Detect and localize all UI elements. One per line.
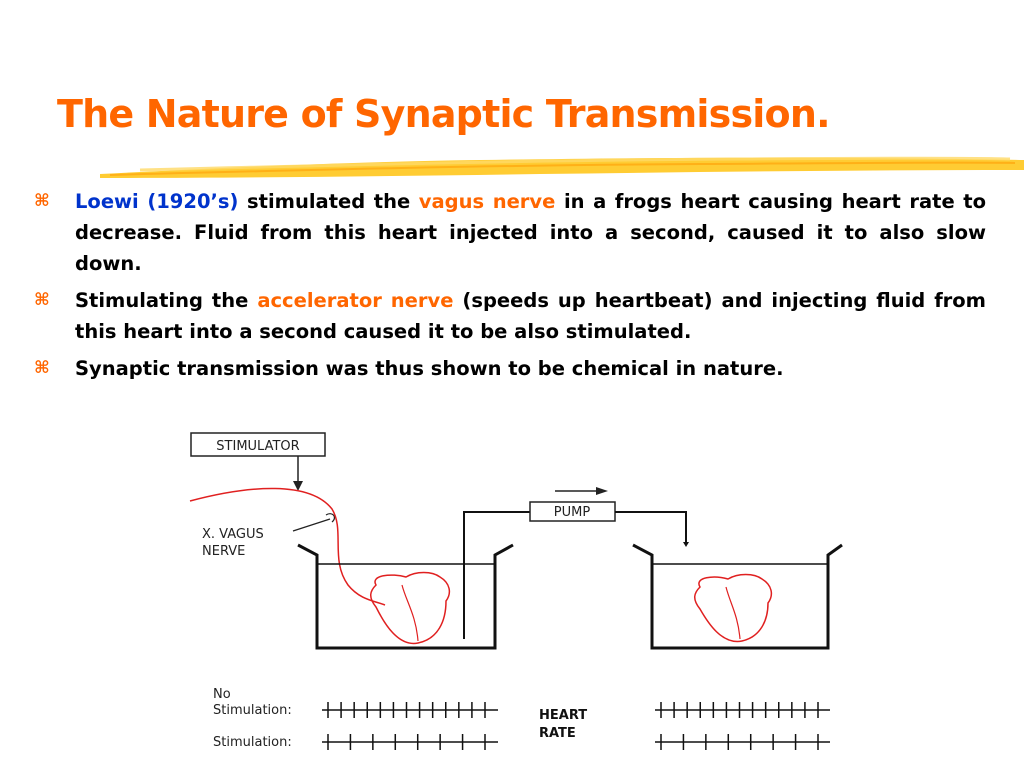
bullet-conclusion [34,353,986,384]
vagus-nerve-term: vagus nerve [418,190,556,213]
accelerator-nerve-term: accelerator nerve [257,289,454,312]
trace-left-stimulation [322,734,498,750]
bullet-accelerator [34,285,986,347]
trace-right-no-stimulation [655,702,830,718]
bullet-text: stimulated the [238,190,419,213]
right-heart-detail [726,587,740,639]
bullet-text: (speeds up heartbeat) and injecting fluid from this heart into a second caused it to be also stimulated. [75,289,987,343]
loewi-experiment-diagram [180,425,860,765]
bullet-list [34,186,986,390]
nerve-pointer-line [293,519,330,531]
vagus-nerve-label-2: NERVE [202,544,246,559]
slide-title: The Nature of Synaptic Transmission. [57,92,830,136]
left-heart-detail [402,585,418,641]
transfer-tube [464,512,530,639]
electrode-icon [326,514,334,522]
outlet-nozzle [683,542,689,547]
command-bullet-icon: ⌘ [34,191,50,211]
decorative-brush-stroke [100,148,1024,188]
bullet-text: in a frogs heart causing heart rate to decrease. Fluid from this heart injected into a second, caused it to also slow down. [75,190,986,275]
bullet-text: Stimulating the [75,289,258,312]
no-stimulation-label-2: Stimulation: [213,703,292,718]
trace-left-no-stimulation [322,702,498,718]
outlet-tube [615,512,686,542]
bullet-loewi [34,186,986,279]
command-bullet-icon: ⌘ [34,290,50,310]
vagus-nerve-label: X. VAGUS [202,527,264,542]
pump-label: PUMP [553,505,591,520]
bullet-text: Synaptic transmission was thus shown to be chemical in nature. [75,357,784,380]
heart-rate-label: HEART [539,708,588,723]
trace-right-stimulation [655,734,830,750]
pump-flow-arrowhead [596,487,608,495]
stimulator-label: STIMULATOR [216,439,300,454]
no-stimulation-label: No [213,687,231,702]
command-bullet-icon: ⌘ [34,358,50,378]
right-beaker [633,545,842,648]
loewi-name: Loewi (1920’s) [75,190,239,213]
stimulation-label: Stimulation: [213,735,292,750]
heart-rate-label-2: RATE [539,726,576,741]
